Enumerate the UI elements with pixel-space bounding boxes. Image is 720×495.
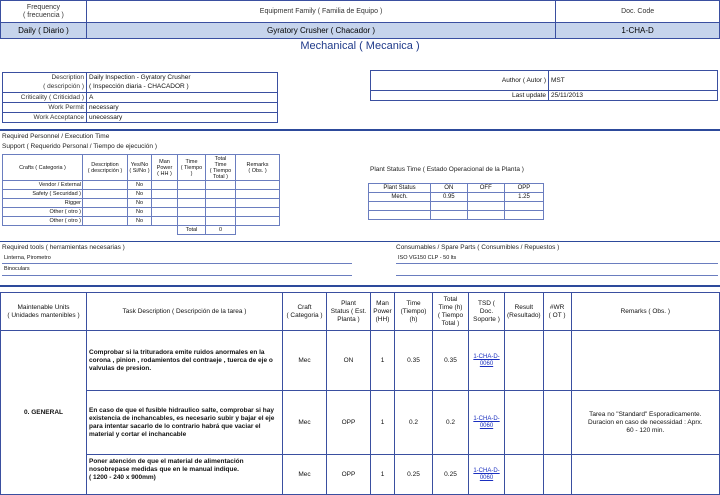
craft-yes-no: No: [128, 208, 152, 217]
plant-status-row-label: Mech.: [369, 193, 431, 202]
col-total-time: Total Time ( Tiempo Total ): [206, 155, 236, 181]
work-acceptance-label: Work Acceptance: [3, 113, 87, 123]
task-man-power: 1: [371, 331, 395, 391]
off-value: [467, 193, 504, 202]
description-value: Daily Inspection - Gyratory Crusher ( Inspección diaria - CHACADOR ): [87, 73, 278, 93]
craft-label: Safety ( Securidad ): [3, 190, 83, 199]
col-yes-no: Yes/No ( Si/No ): [128, 155, 152, 181]
task-time: 0.2: [395, 391, 433, 455]
craft-label: Other ( otro ): [3, 217, 83, 226]
consumable-item: ISO VG150 CLP - 50 lts: [396, 254, 718, 263]
tool-item: Binoculars: [2, 263, 352, 275]
doc-code-value: 1-CHA-D: [556, 23, 720, 39]
plant-status-table: [368, 183, 544, 220]
col-wr: #WR ( OT ): [543, 293, 571, 331]
info-table: [2, 72, 278, 123]
col-remarks: Remarks ( Obs. ): [236, 155, 280, 181]
on-header: ON: [431, 184, 468, 193]
task-result[interactable]: [505, 455, 544, 495]
col-plant-status: Plant Status ( Est. Planta ): [327, 293, 371, 331]
col-result: Result (Resultado): [505, 293, 544, 331]
task-time: 0.25: [395, 455, 433, 495]
col-time: Time ( Tiempo ): [178, 155, 206, 181]
col-total-time: Total Time (h) ( Tiempo Total ): [433, 293, 469, 331]
tsd-link[interactable]: 1-CHA-D- 0060: [469, 331, 505, 391]
discipline-title: Mechanical ( Mecanica ): [300, 40, 420, 52]
task-remarks: [571, 331, 719, 391]
task-wr[interactable]: [543, 391, 571, 455]
task-plant-status: OPP: [327, 455, 371, 495]
personnel-subtitle: Support ( Requerido Personal / Tiempo de ejecución ): [2, 143, 158, 150]
opp-value: 1.25: [504, 193, 543, 202]
family-value: Gyratory Crusher ( Chacador ): [86, 23, 555, 39]
tools-list: [2, 254, 352, 276]
craft-label: Vendor / External: [3, 181, 83, 190]
tsd-link[interactable]: 1-CHA-D- 0060: [469, 455, 505, 495]
task-plant-status: ON: [327, 331, 371, 391]
on-value: 0.95: [431, 193, 468, 202]
unit-name: 0. GENERAL: [1, 331, 87, 495]
work-permit-value: necessary: [87, 103, 278, 113]
section-divider: [0, 129, 720, 131]
craft-yes-no: No: [128, 217, 152, 226]
author-label: Author ( Autor ): [371, 71, 549, 91]
task-total-time: 0.25: [433, 455, 469, 495]
consumables-list: [396, 254, 718, 276]
craft-label: Other ( otro ): [3, 208, 83, 217]
task-result[interactable]: [505, 331, 544, 391]
task-plant-status: OPP: [327, 391, 371, 455]
task-craft: Mec: [283, 391, 327, 455]
work-acceptance-value: unecessary: [87, 113, 278, 123]
task-remarks: [571, 455, 719, 495]
task-total-time: 0.35: [433, 331, 469, 391]
craft-yes-no: No: [128, 190, 152, 199]
task-wr[interactable]: [543, 455, 571, 495]
personnel-title: Required Personnel / Execution Time: [2, 133, 110, 140]
col-man-power: Man Power (HH): [371, 293, 395, 331]
total-value: 0: [206, 226, 236, 235]
plant-status-title: Plant Status Time ( Estado Operacional de la Planta ): [370, 166, 524, 173]
col-remarks: Remarks ( Obs. ): [571, 293, 719, 331]
author-value: MST: [549, 71, 718, 91]
consumables-title: Consumables / Spare Parts ( Consumibles / Repuestos ): [396, 244, 560, 251]
task-description: Poner atención de que el material de alimentación nosobrepase medidas que en le manual indique. ( 1200 - 240 x 900mm): [87, 455, 283, 495]
task-result[interactable]: [505, 391, 544, 455]
col-task-description: Task Description ( Descripción de la tarea ): [87, 293, 283, 331]
section-divider: [0, 241, 720, 242]
task-description: Comprobar si la trituradora emite ruidos anormales en la corona , pinion , rodamientos del contraeje , tuerca de eje o valvulas de presion.: [87, 331, 283, 391]
task-description: En caso de que el fusible hidraulico salte, comprobar si hay existencia de inchancables, es necesario subir y bajar el eje para intentar sacarlo de lo contrario habrá que vaciar el material y cortar el inchancable: [87, 391, 283, 455]
task-total-time: 0.2: [433, 391, 469, 455]
total-label: Total: [178, 226, 206, 235]
craft-yes-no: No: [128, 181, 152, 190]
description-label: Description ( descripción ): [3, 73, 87, 93]
author-table: [370, 70, 718, 101]
last-update-value: 25/11/2013: [549, 91, 718, 101]
frequency-value: Daily ( Diario ): [1, 23, 87, 39]
craft-label: Rigger: [3, 199, 83, 208]
doc-code-label: Doc. Code: [556, 1, 720, 23]
tasks-table: [0, 292, 720, 495]
col-maintenable-units: Maintenable Units ( Unidades mantenibles ): [1, 293, 87, 331]
last-update-label: Last update: [371, 91, 549, 101]
criticality-label: Criticality ( Criticidad ): [3, 93, 87, 103]
craft-yes-no: No: [128, 199, 152, 208]
header-table: [0, 0, 720, 39]
task-man-power: 1: [371, 391, 395, 455]
family-label: Equipment Family ( Familia de Equipo ): [86, 1, 555, 23]
col-crafts: Crafts ( Categoria ): [3, 155, 83, 181]
task-man-power: 1: [371, 455, 395, 495]
criticality-value: A: [87, 93, 278, 103]
col-time: Time (Tiempo) (h): [395, 293, 433, 331]
col-description: Description ( descripción ): [83, 155, 128, 181]
frequency-label: Frequency ( frecuencia ): [1, 1, 87, 23]
section-divider: [0, 285, 720, 287]
plant-status-header: Plant Status: [369, 184, 431, 193]
personnel-table: [2, 154, 280, 235]
off-header: OFF: [467, 184, 504, 193]
tools-title: Required tools ( herramientas necesarias ): [2, 244, 125, 251]
task-craft: Mec: [283, 331, 327, 391]
col-tsd: TSD ( Doc. Soporte ): [469, 293, 505, 331]
task-remarks: Tarea no "Standard" Esporadicamente. Duracion en caso de necessidad : Aprx. 60 - 120 min.: [571, 391, 719, 455]
tsd-link[interactable]: 1-CHA-D- 0060: [469, 391, 505, 455]
work-permit-label: Work Permit: [3, 103, 87, 113]
tool-item: Linterna, Pirometro: [2, 254, 352, 263]
task-craft: Mec: [283, 455, 327, 495]
col-man-power: Man Power ( HH ): [152, 155, 178, 181]
task-wr[interactable]: [543, 331, 571, 391]
task-time: 0.35: [395, 331, 433, 391]
opp-header: OPP: [504, 184, 543, 193]
col-craft: Craft ( Categoria ): [283, 293, 327, 331]
